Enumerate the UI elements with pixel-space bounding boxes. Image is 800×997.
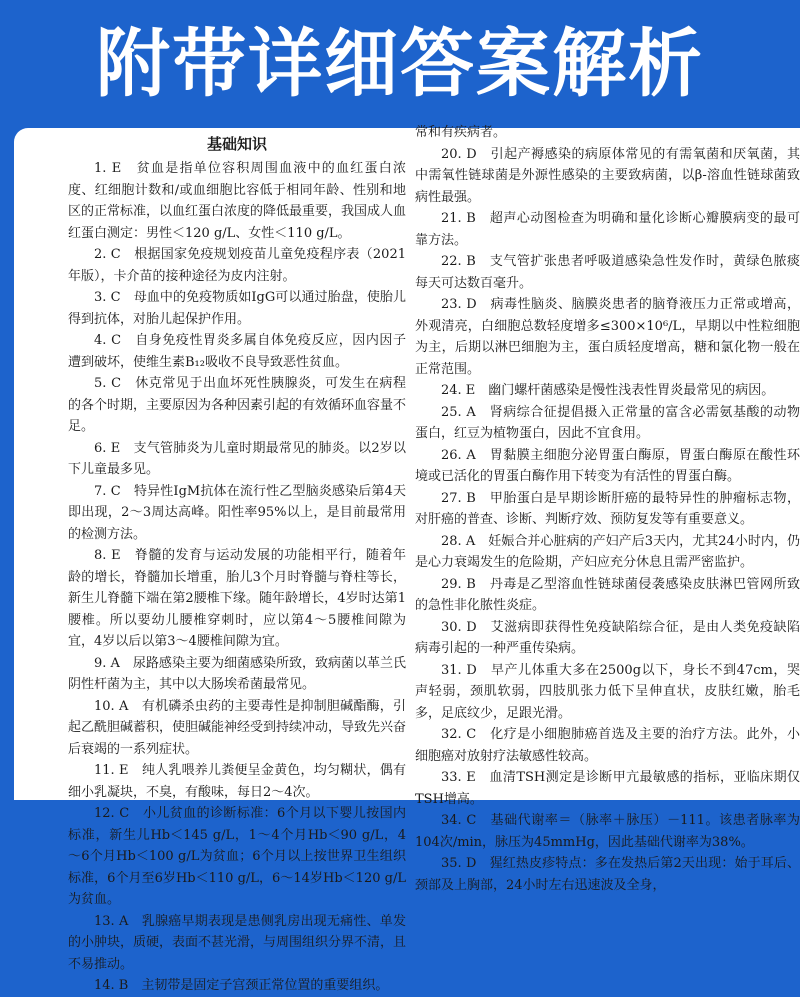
answer-item: 12. C 小儿贫血的诊断标准：6个月以下婴儿按国内标准，新生儿Hb＜145 g/L，1～4个月Hb＜90 g/L，4～6个月Hb＜100 g/L为贫血；6个月以上按世界卫生组织标准，6个月至6岁Hb＜110 g/L，6～14岁Hb＜120 g/L为贫血。: [68, 806, 406, 907]
answer-item: 31. D 早产儿体重大多在2500g以下，身长不到47cm，哭声轻弱，颈肌软弱，四肢肌张力低下呈伸直状，皮肤红嫩，胎毛多，足底纹少，足跟光滑。: [415, 662, 800, 721]
answer-item: 28. A 妊娠合并心脏病的产妇产后3天内，尤其24小时内，仍是心力衰竭发生的危险期，产妇应充分休息且需严密监护。: [415, 533, 800, 570]
answer-item: 24. E 幽门螺杆菌感染是慢性浅表性胃炎最常见的病因。: [441, 383, 775, 398]
answer-item: 5. C 休克常见于出血坏死性胰腺炎，可发生在病程的各个时期，主要原因为各种因素引起的有效循环血容量不足。: [68, 376, 407, 434]
answer-item: 8. E 脊髓的发育与运动发展的功能相平行，随着年龄的增长，脊髓加长增重，胎儿3个月时脊髓与脊柱等长，新生儿脊髓下端在第2腰椎下缘。随年龄增长，4岁时达第1腰椎。所以要幼儿腰椎穿刺时，应以第4～5腰椎间隙为宜，4岁以后以第3～4腰椎间隙为宜。: [68, 548, 406, 649]
answer-item: 13. A 乳腺癌早期表现是患侧乳房出现无痛性、单发的小肿块，质硬，表面不甚光滑，与周围组织分界不清，且不易推动。: [68, 913, 407, 972]
banner: [0, 0, 800, 128]
answer-item: 4. C 自身免疫性胃炎多属自体免疫反应，因内因子遭到破坏，使维生素B₁₂吸收不良导致恶性贫血。: [68, 333, 406, 370]
answer-page: [14, 125, 800, 993]
answer-item: 32. C 化疗是小细胞肺癌首选及主要的治疗方法。此外，小细胞癌对放射疗法敏感性较高。: [415, 727, 800, 764]
answer-item: 22. B 支气管扩张患者呼吸道感染急性发作时，黄绿色脓痰每天可达数百毫升。: [415, 254, 800, 291]
answer-item: 34. C 基础代谢率＝（脉率＋脉压）－111。该患者脉率为104次/min，脉压为45mmHg，因此基础代谢率为38%。: [415, 813, 800, 850]
answer-item: 7. C 特异性IgM抗体在流行性乙型脑炎感染后第4天即出现，2～3周达高峰。阳性率95%以上，是目前最常用的检测方法。: [68, 483, 406, 542]
answer-item: 11. E 纯人乳喂养儿粪便呈金黄色，均匀糊状，偶有细小乳凝块，不臭，有酸味，每日2～4次。: [68, 763, 406, 800]
answer-item: 10. A 有机磷杀虫药的主要毒性是抑制胆碱酯酶，引起乙酰胆碱蓄积，使胆碱能神经受到持续冲动，导致先兴奋后衰竭的一系列症状。: [68, 698, 407, 757]
answer-item: 25. A 肾病综合征提倡摄入正常量的富含必需氨基酸的动物蛋白，红豆为植物蛋白，因此不宜食用。: [415, 404, 800, 441]
answer-item: 14. B 主韧带是固定子宫颈正常位置的重要组织。: [94, 978, 389, 993]
answer-item: 9. A 尿路感染主要为细菌感染所致，致病菌以革兰氏阴性杆菌为主，其中以大肠埃希菌最常见。: [68, 655, 406, 692]
answer-item: 27. B 甲胎蛋白是早期诊断肝癌的最特异性的肿瘤标志物，对肝癌的普查、诊断、判断疗效、预防复发等有重要意义。: [415, 490, 800, 527]
answer-item: 26. A 胃黏膜主细胞分泌胃蛋白酶原，胃蛋白酶原在酸性环境或已活化的胃蛋白酶作用下转变为有活性的胃蛋白酶。: [415, 447, 800, 484]
answer-item: 29. B 丹毒是乙型溶血性链球菌侵袭感染皮肤淋巴管网所致的急性非化脓性炎症。: [415, 576, 800, 613]
answer-item: 35. D 猩红热皮疹特点：多在发热后第2天出现：始于耳后、颈部及上胸部，24小时左右迅速波及全身，: [415, 856, 800, 893]
section-title: 基础知识: [206, 135, 267, 153]
continuation-text: 常和有疾病者。: [415, 125, 507, 140]
answer-item: 1. E 贫血是指单位容积周围血液中的血红蛋白浓度、红细胞计数和/或血细胞比容低于相同年龄、性别和地区的正常标准，以血红蛋白浓度的降低最重要，我国成人血红蛋白测定：男性＜120 g/L、女性＜110 g/L。: [68, 161, 407, 241]
answer-item: 33. E 血清TSH测定是诊断甲亢最敏感的指标，亚临床期仅TSH增高。: [415, 770, 800, 807]
answer-item: 6. E 支气管肺炎为儿童时期最常见的肺炎。以2岁以下儿童最多见。: [68, 440, 406, 477]
left-column: [68, 132, 407, 993]
answer-item: 3. C 母血中的免疫物质如IgG可以通过胎盘，使胎儿得到抗体，对胎儿起保护作用。: [68, 290, 406, 327]
answer-item: 20. D 引起产褥感染的病原体常见的有需氧菌和厌氧菌，其中需氧性链球菌是外源性感染的主要致病菌，以β-溶血性链球菌致病性最强。: [415, 146, 800, 205]
answer-item: 30. D 艾滋病即获得性免疫缺陷综合征，是由人类免疫缺陷病毒引起的一种严重传染病。: [415, 619, 800, 656]
answer-item: 2. C 根据国家免疫规划疫苗儿童免疫程序表（2021年版），卡介苗的接种途径为皮内注射。: [68, 247, 406, 284]
answer-item: 21. B 超声心动图检查为明确和量化诊断心瓣膜病变的最可靠方法。: [415, 211, 800, 248]
answer-item: 23. D 病毒性脑炎、脑膜炎患者的脑脊液压力正常或增高，外观清亮，白细胞总数轻度增多≤300×10⁶/L，早期以中性粒细胞为主，后期以淋巴细胞为主，蛋白质轻度增高，糖和氯化物一般在正常范围。: [415, 297, 800, 377]
right-column: [415, 122, 800, 893]
banner-title: 附带详细答案解析: [96, 21, 704, 107]
